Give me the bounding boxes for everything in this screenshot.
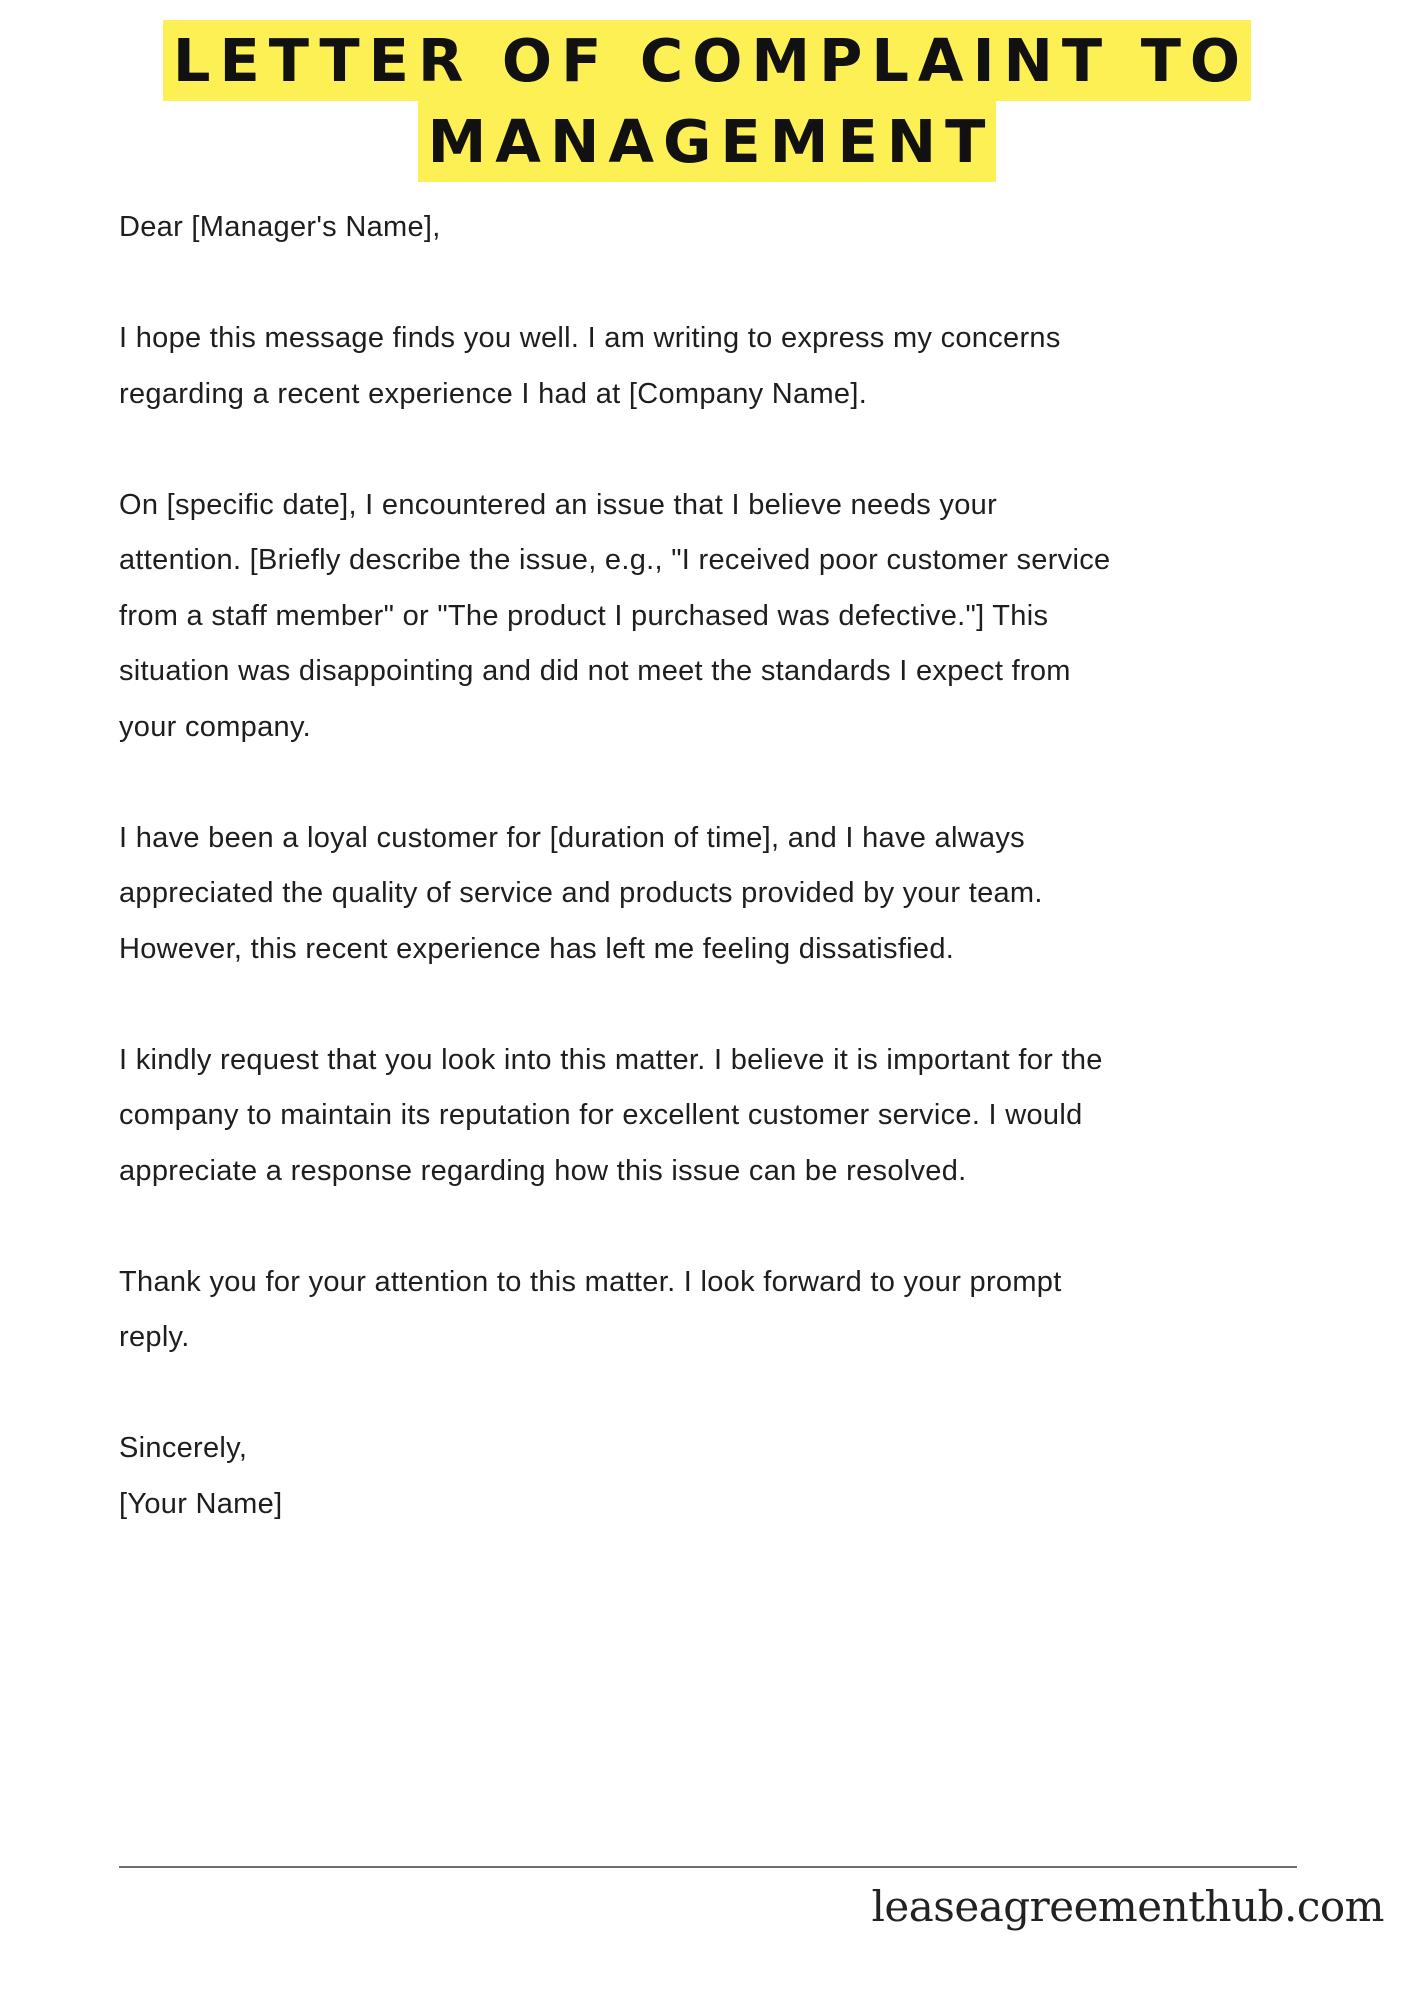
paragraph-2 — [119, 478, 1319, 756]
paragraph-line: your company. — [119, 710, 311, 743]
paragraph-line: appreciate a response regarding how this issue can be resolved. — [119, 1154, 967, 1187]
signature: [Your Name] — [119, 1487, 283, 1520]
paragraph-line: company to maintain its reputation for excellent customer service. I would — [119, 1099, 1083, 1131]
letter-body — [119, 200, 1319, 1532]
paragraph-line: appreciated the quality of service and products provided by your team. — [119, 877, 1043, 909]
title-line-1: LETTER OF COMPLAINT TO — [163, 20, 1251, 101]
paragraph-line: regarding a recent experience I had at [Company Name]. — [119, 377, 868, 410]
paragraph-line: reply. — [119, 1321, 190, 1353]
paragraph-line: However, this recent experience has left me feeling dissatisfied. — [119, 932, 955, 965]
paragraph-4 — [119, 1033, 1319, 1200]
paragraph-3 — [119, 811, 1319, 978]
title-line-2: MANAGEMENT — [418, 101, 997, 182]
paragraph-line: I hope this message finds you well. I am writing to express my concerns — [119, 322, 1061, 354]
paragraph-1 — [119, 311, 1319, 422]
paragraph-line: situation was disappointing and did not meet the standards I expect from — [119, 655, 1071, 687]
paragraph-5 — [119, 1255, 1319, 1366]
paragraph-line: I kindly request that you look into this matter. I believe it is important for the — [119, 1043, 1103, 1076]
salutation: Dear [Manager's Name], — [119, 211, 441, 243]
closing: Sincerely, — [119, 1432, 248, 1464]
paragraph-line: attention. [Briefly describe the issue, e.g., "I received poor customer service — [119, 544, 1111, 576]
paragraph-line: from a staff member" or "The product I purchased was defective."] This — [119, 599, 1049, 632]
paragraph-line: Thank you for your attention to this matter. I look forward to your prompt — [119, 1265, 1062, 1298]
footer-website: leaseagreementhub.com — [871, 1882, 1384, 1931]
paragraph-line: I have been a loyal customer for [duration of time], and I have always — [119, 821, 1025, 854]
paragraph-line: On [specific date], I encountered an issue that I believe needs your — [119, 488, 998, 521]
page-title — [0, 20, 1414, 182]
footer-divider — [119, 1866, 1297, 1868]
